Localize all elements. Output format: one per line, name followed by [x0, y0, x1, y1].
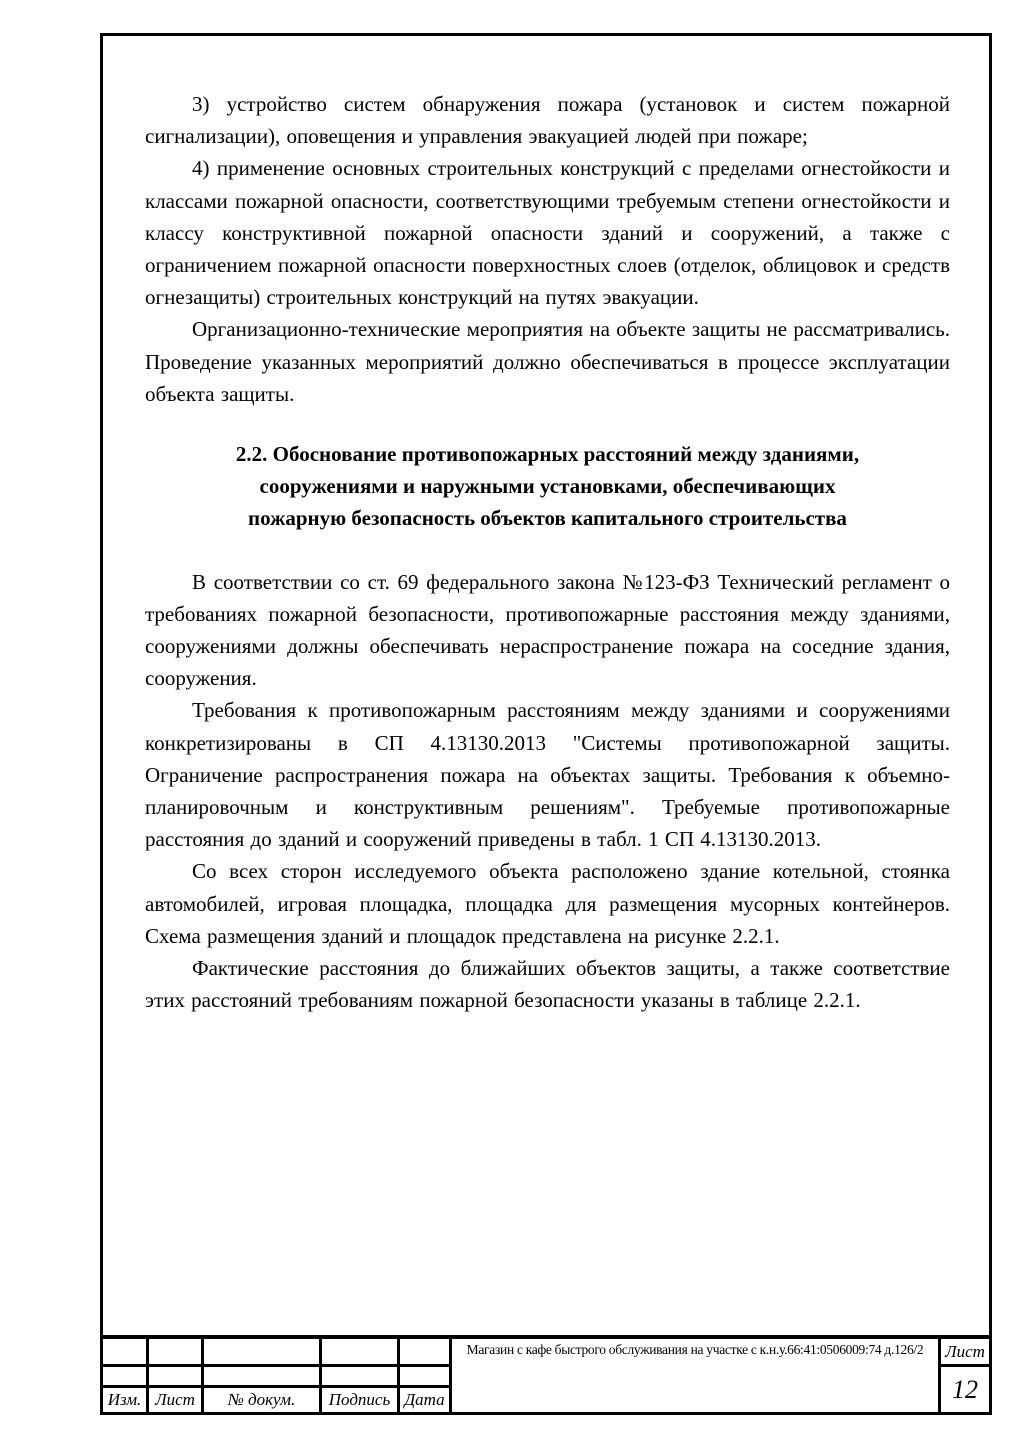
stamp-cell-podpis — [322, 1388, 397, 1412]
page-frame — [100, 33, 992, 1415]
paragraph: Требования к противопожарным расстояниям между зданиями и сооружениями конкретизированы в СП 4.13130.2013 "Системы противопожарной защиты. Ограничение распространения пожара на объектах защиты. Требования к объемно-планировочным и конструктивным решениям". Требуемые противопожарные расстояния до зданий и сооружений приведены в табл. 1 СП 4.13130.2013. — [145, 698, 950, 852]
stamp-empty-cell — [204, 1339, 319, 1364]
stamp-empty-cell — [322, 1367, 397, 1385]
sheet-label: Лист — [945, 1341, 985, 1361]
stamp-empty-cell — [149, 1367, 201, 1385]
heading-line: пожарную безопасность объектов капитального строительства — [248, 506, 847, 531]
docnum-label: № докум. — [227, 1390, 296, 1409]
stamp-cell-sheet-label — [941, 1339, 989, 1364]
stamp-empty-cell — [204, 1367, 319, 1385]
paragraph: Организационно-технические мероприятия на объекте защиты не рассматривались. Проведение указанных мероприятий должно обеспечиваться в процессе эксплуатации объекта защиты. — [145, 317, 950, 406]
sheet-number: 12 — [952, 1374, 978, 1404]
stamp-empty-cell — [400, 1339, 449, 1364]
heading-line: сооружениями и наружными установками, обеспечивающих — [259, 474, 836, 499]
paragraph: Фактические расстояния до ближайших объектов защиты, а также соответствие этих расстояний требованиям пожарной безопасности указаны в таблице 2.2.1. — [145, 956, 950, 1013]
izm-label: Изм. — [107, 1390, 142, 1409]
document-body — [103, 36, 989, 1016]
stamp-cell-document-title — [452, 1339, 938, 1412]
paragraph: Со всех сторон исследуемого объекта расположено здание котельной, стоянка автомобилей, игровая площадка, площадка для размещения мусорных контейнеров. Схема размещения зданий и площадок представлена на рисунке 2.2.1. — [145, 859, 950, 948]
list-label: Лист — [155, 1390, 195, 1409]
stamp-empty-cell — [149, 1339, 201, 1364]
heading-line: 2.2. Обоснование противопожарных расстояний между зданиями, — [235, 442, 860, 467]
paragraph: 4) применение основных строительных конструкций с пределами огнестойкости и классами пожарной опасности, соответствующими требуемым степени огнестойкости и классу конструктивной пожарной опасности зданий и сооружений, а также с ограничением пожарной опасности поверхностных слоев (отделок, облицовок и средств огнезащиты) строительных конструкций на путях эвакуации. — [145, 156, 950, 310]
section-heading — [145, 438, 950, 535]
stamp-empty-cell — [103, 1339, 146, 1364]
stamp-cell-izm — [103, 1388, 146, 1412]
data-label: Дата — [404, 1390, 445, 1409]
stamp-cell-data — [400, 1388, 449, 1412]
stamp-empty-cell — [103, 1367, 146, 1385]
podpis-label: Подпись — [328, 1390, 391, 1409]
title-block — [103, 1335, 989, 1412]
stamp-cell-sheet-number — [941, 1367, 989, 1412]
paragraph: 3) устройство систем обнаружения пожара (установок и систем пожарной сигнализации), оповещения и управления эвакуацией людей при пожаре; — [145, 92, 950, 149]
stamp-empty-cell — [322, 1339, 397, 1364]
stamp-cell-docnum — [204, 1388, 319, 1412]
stamp-empty-cell — [400, 1367, 449, 1385]
document-title: Магазин с кафе быстрого обслуживания на участке с к.н.у.66:41:0506009:74 д.126/2 — [466, 1342, 924, 1357]
stamp-cell-list — [149, 1388, 201, 1412]
paragraph: В соответствии со ст. 69 федерального закона №123-ФЗ Технический регламент о требованиях пожарной безопасности, противопожарные расстояния между зданиями, сооружениями должны обеспечивать нераспространение пожара на соседние здания, сооружения. — [145, 569, 950, 691]
